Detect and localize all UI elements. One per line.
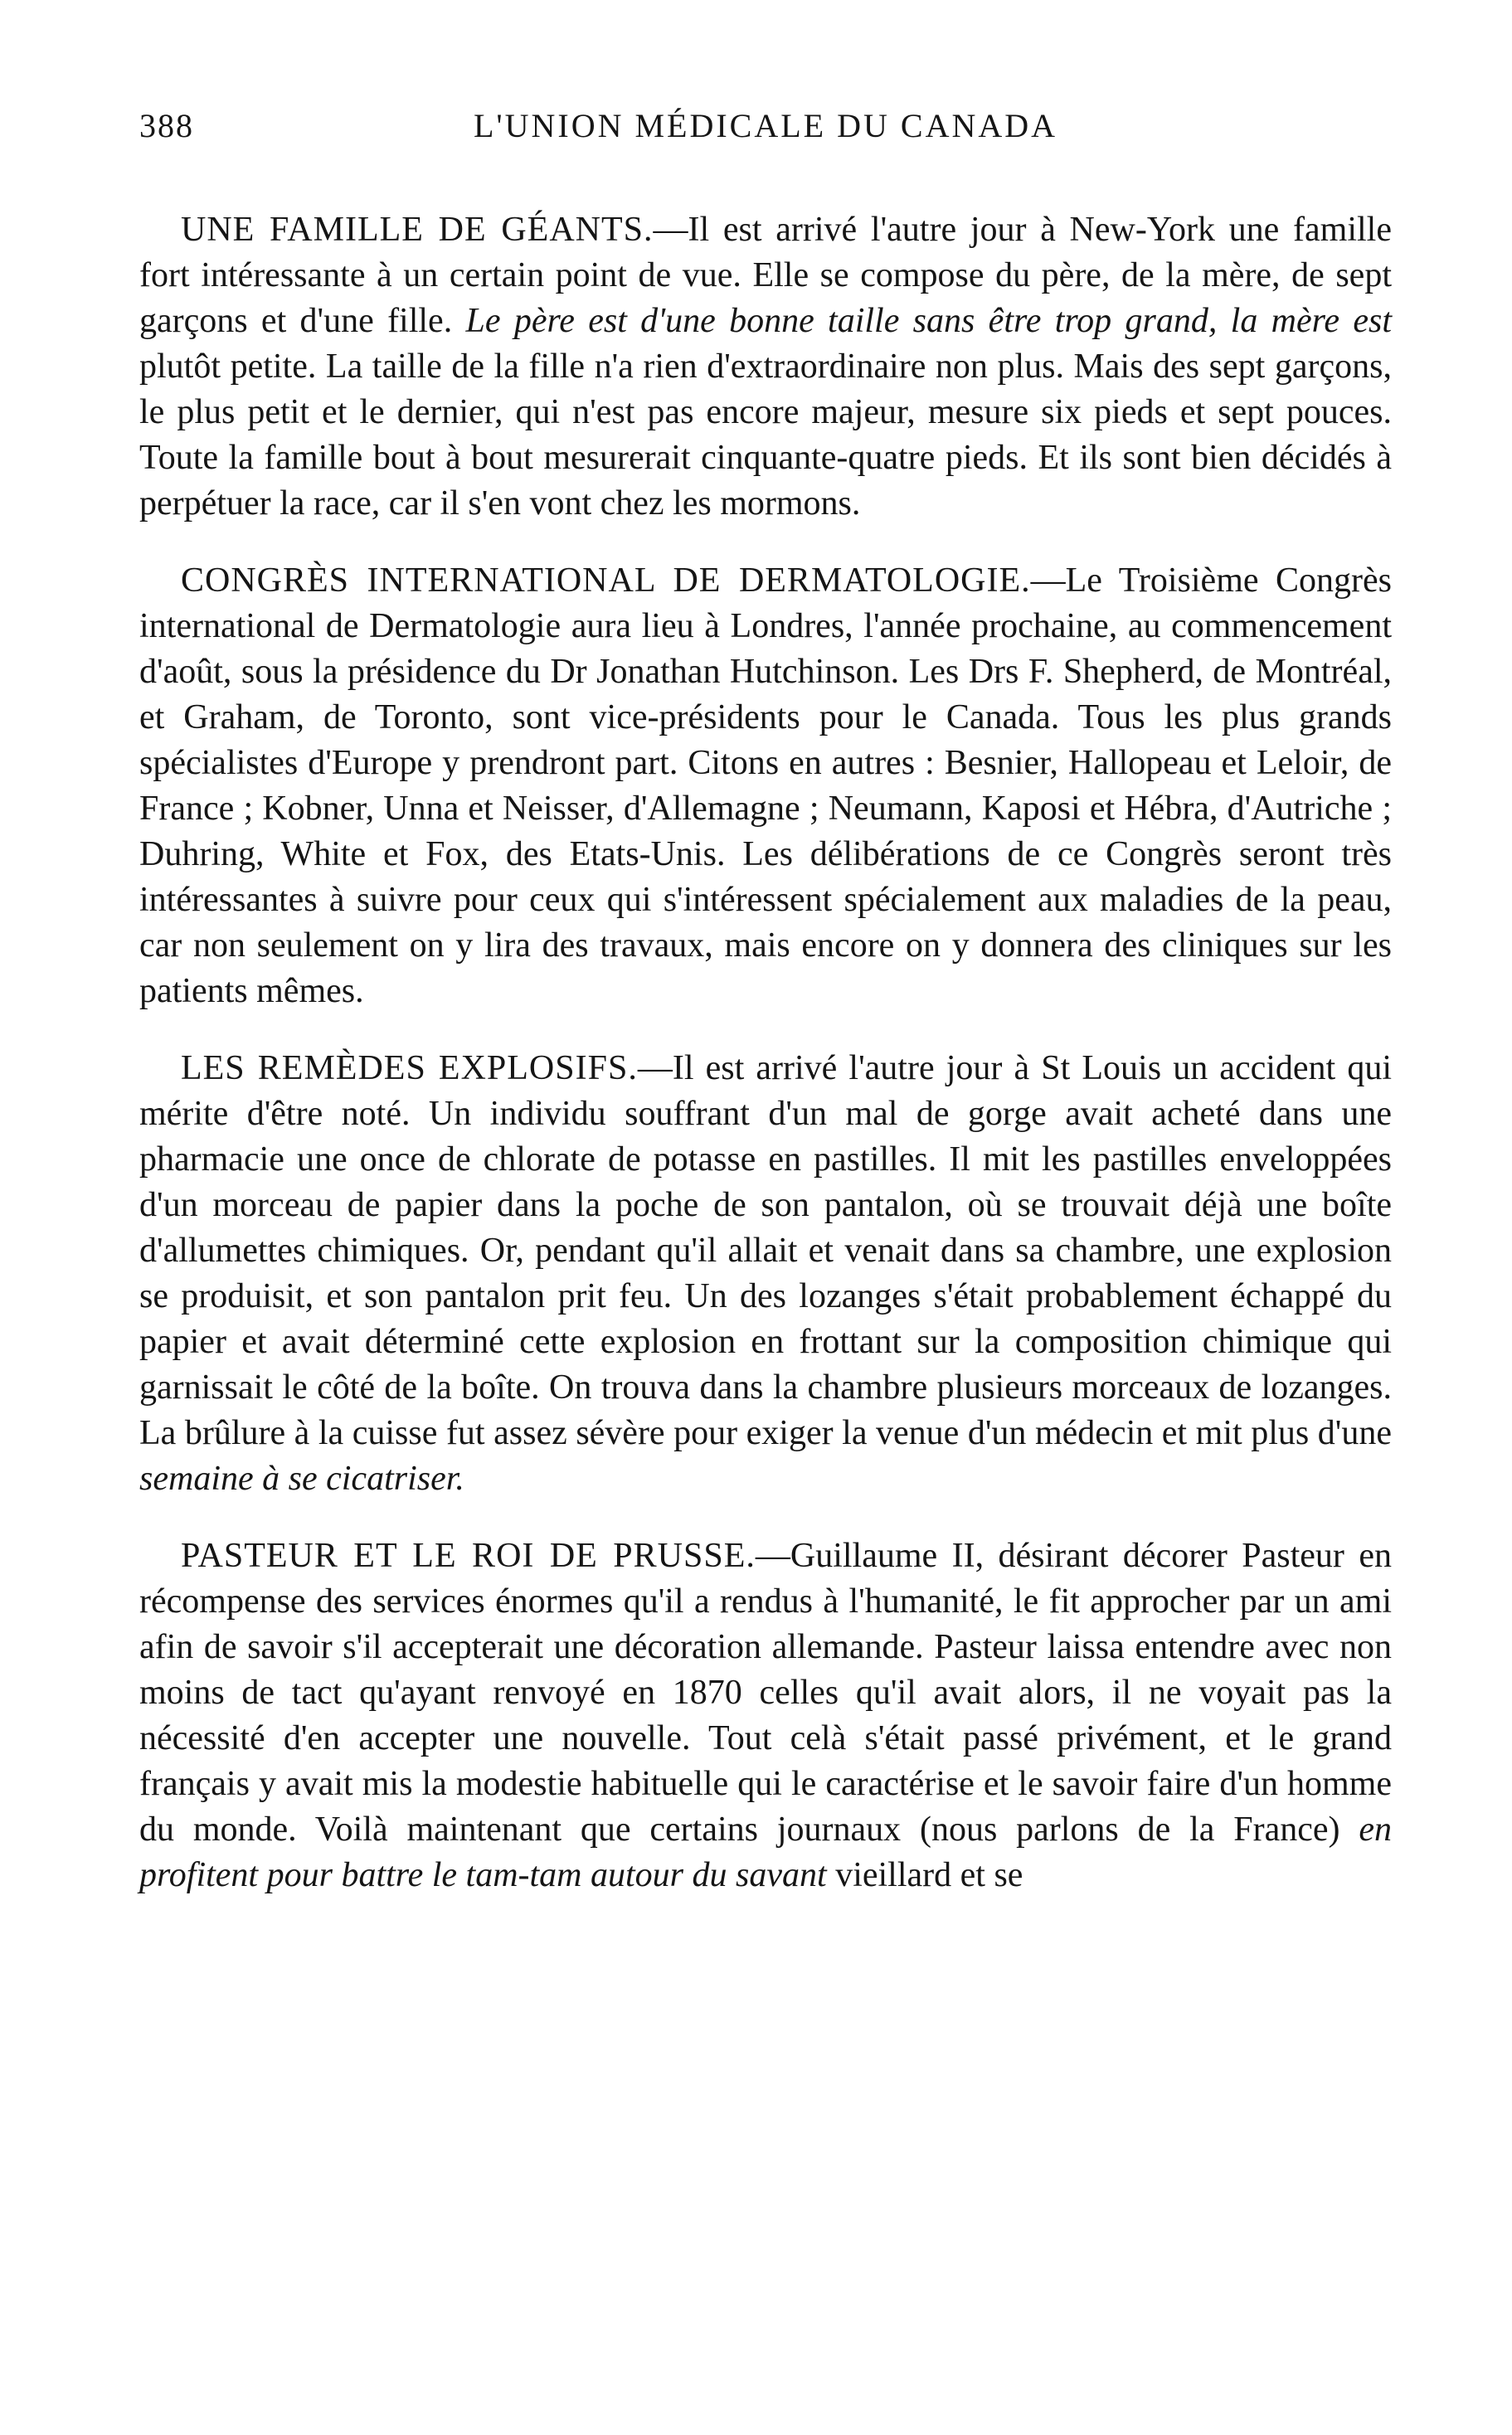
article-congres-dermatologie [139, 558, 1392, 1014]
title-separator: — [755, 1537, 790, 1575]
running-title: L'UNION MÉDICALE DU CANADA [473, 107, 1058, 144]
article-body: Il est arrivé l'autre jour à New-York une famille fort intéressante à un certain point de vue. Elle se compose du père, de la mère, de sept garçons et d'une fille. [139, 211, 1392, 340]
article-paragraph [139, 207, 1392, 527]
article-paragraph [139, 1533, 1392, 1898]
article-title: UNE FAMILLE DE GÉANTS. [181, 211, 654, 249]
article-remedes-explosifs [139, 1046, 1392, 1502]
article-paragraph [139, 1046, 1392, 1502]
article-body-italic: semaine à se cicatriser. [139, 1460, 464, 1498]
article-title: CONGRÈS INTERNATIONAL DE DERMATOLOGIE. [181, 561, 1031, 600]
article-body-italic: en profitent pour battre le tam-tam autour du savant [139, 1810, 1392, 1894]
article-body: plutôt petite. La taille de la fille n'a rien d'extraordinaire non plus. Mais des sept garçons, le plus petit et le dernier, qui n'est pas encore majeur, mesure six pieds et sept pouces. Toute la famille bout à bout mesurerait cinquante-quatre pieds. Et ils sont bien décidés à perpétuer la race, car il s'en vont chez les mormons. [139, 348, 1392, 522]
title-separator: — [637, 1049, 673, 1087]
article-body: Il est arrivé l'autre jour à St Louis un accident qui mérite d'être noté. Un individu souffrant d'un mal de gorge avait acheté dans une pharmacie une once de chlorate de potasse en pastilles. Il mit les pastilles enveloppées d'un morceau de papier dans la poche de son pantalon, où se trouvait déjà une boîte d'allumettes chimiques. Or, pendant qu'il allait et venait dans sa chambre, une explosion se produisit, et son pantalon prit feu. Un des lozanges s'était probablement échappé du papier et avait déterminé cette explosion en frottant sur la composition chimique qui garnissait le côté de la boîte. On trouva dans la chambre plusieurs morceaux de lozanges. La brûlure à la cuisse fut assez sévère pour exiger la venue d'un médecin et mit plus d'une [139, 1049, 1393, 1452]
article-body-italic: Le père est d'une bonne taille sans être trop grand, la mère est [465, 302, 1392, 340]
article-body: Guillaume II, désirant décorer Pasteur en récompense des services énormes qu'il a rendus à l'humanité, le fit approcher par un ami afin de savoir s'il accepterait une décoration allemande. Pasteur laissa entendre avec non moins de tact qu'ayant renvoyé en 1870 celles qu'il avait alors, il ne voyait pas la nécessité d'en accepter une nouvelle. Tout celà s'était passé privément, et le grand français y avait mis la modestie habituelle qui le caractérise et le savoir faire d'un homme du monde. Voilà maintenant que certains journaux (nous parlons de la France) [139, 1537, 1392, 1849]
title-separator: — [1030, 561, 1066, 600]
running-header [139, 106, 1392, 156]
article-famille-de-geants [139, 207, 1392, 527]
page [139, 106, 1392, 1898]
article-title: PASTEUR ET LE ROI DE PRUSSE. [181, 1537, 756, 1575]
article-pasteur-roi-de-prusse [139, 1533, 1392, 1898]
title-separator: — [653, 211, 688, 249]
article-body: vieillard et se [826, 1856, 1023, 1894]
article-title: LES REMÈDES EXPLOSIFS. [181, 1049, 638, 1087]
article-paragraph [139, 558, 1392, 1014]
page-number: 388 [139, 107, 194, 144]
article-body: Le Troisième Congrès international de Dermatologie aura lieu à Londres, l'année prochaine, au commencement d'août, sous la présidence du Dr Jonathan Hutchinson. Les Drs F. Shepherd, de Montréal, et Graham, de Toronto, sont vice-présidents pour le Canada. Tous les plus grands spécialistes d'Europe y prendront part. Citons en autres : Besnier, Hallopeau et Leloir, de France ; Kobner, Unna et Neisser, d'Allemagne ; Neumann, Kaposi et Hébra, d'Autriche ; Duhring, White et Fox, des Etats-Unis. Les délibérations de ce Congrès seront très intéressantes à suivre pour ceux qui s'intéressent spécialement aux maladies de la peau, car non seulement on y lira des travaux, mais encore on y donnera des cliniques sur les patients mêmes. [139, 561, 1393, 1010]
